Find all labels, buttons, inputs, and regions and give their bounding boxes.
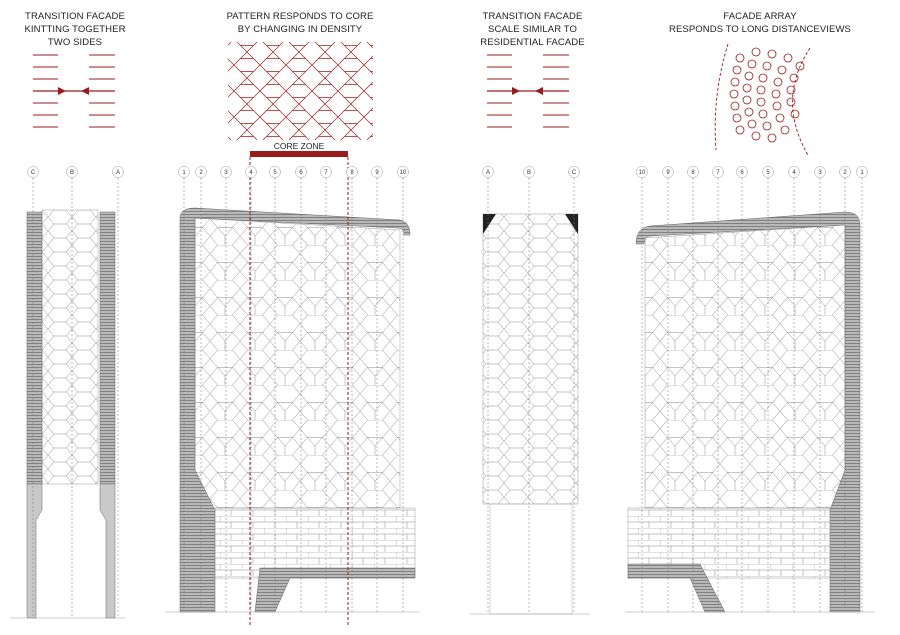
elevation-4-pattern [645, 225, 845, 508]
grid-label-e4-7: 7 [716, 170, 720, 176]
caption-line: TWO SIDES [47, 37, 103, 48]
grid-label-e2-6: 6 [299, 170, 303, 176]
grid-label-e1-B: B [69, 170, 75, 176]
grid-label-e2-2: 2 [199, 170, 203, 176]
grid-label-e4-6: 6 [740, 170, 744, 176]
grid-label-e2-4: 4 [249, 170, 253, 176]
grid-label-e4-9: 9 [666, 170, 670, 176]
caption-line: TRANSITION FACADE [25, 11, 125, 22]
elevation-1 [10, 210, 125, 618]
caption-line: TRANSITION FACADE [482, 11, 583, 22]
grid-label-e2-9: 9 [375, 170, 379, 176]
caption-line: RESIDENTIAL FACADE [480, 37, 585, 48]
grid-label-e4-5: 5 [766, 170, 770, 176]
diagram-knit-lines-1 [33, 55, 115, 127]
arrow-right-icon [512, 87, 520, 95]
elevation-3-pattern [483, 214, 578, 504]
diagram-red-pattern [228, 42, 373, 140]
grid-label-e4-3: 3 [818, 170, 822, 176]
grid-label-e4-2: 2 [843, 170, 847, 176]
elevation-2 [165, 208, 420, 612]
grid-label-e3-C: C [571, 170, 577, 176]
elevation-3-base [490, 504, 572, 614]
caption-line: FACADE ARRAY [723, 11, 797, 22]
grid-label-e4-8: 8 [691, 170, 695, 176]
grid-label-e2-7: 7 [324, 170, 328, 176]
elevation-2-base-brick [215, 508, 415, 578]
arrow-right-icon [58, 87, 66, 95]
elevation-1-left-band [27, 212, 42, 484]
grid-label-e1-C: C [30, 170, 36, 176]
grid-label-e2-5: 5 [273, 170, 277, 176]
grid-label-e1-A: A [115, 170, 121, 176]
arrow-left-icon [81, 87, 89, 95]
elevation-4 [625, 212, 875, 612]
arrow-left-icon [535, 87, 543, 95]
elevation-1-right-base [100, 484, 115, 618]
core-zone-bar [250, 151, 348, 157]
elevation-2-base-hatch [255, 568, 415, 612]
diagram-knit-lines-2 [487, 55, 569, 127]
grid-label-e4-1: 1 [860, 170, 864, 176]
elevation-1-left-base [27, 484, 42, 618]
grid-label-e2-10: 10 [399, 170, 407, 176]
caption-line: RESPONDS TO LONG DISTANCEVIEWS [669, 24, 851, 35]
caption-line: BY CHANGING IN DENSITY [237, 24, 363, 35]
diagram-facade-array [715, 44, 810, 155]
caption-line: PATTERN RESPONDS TO CORE [226, 11, 374, 22]
grid-label-e2-3: 3 [224, 170, 228, 176]
grid-label-e2-8: 8 [350, 170, 354, 176]
grid-label-e2-1: 1 [182, 170, 186, 176]
elevation-1-pattern [42, 210, 98, 484]
caption-line: KINTTING TOGETHER [24, 24, 126, 35]
core-zone-label: CORE ZONE [273, 141, 325, 151]
grid-label-e3-A: A [485, 170, 491, 176]
grid-label-e4-4: 4 [792, 170, 796, 176]
caption-line: SCALE SIMILAR TO [488, 24, 577, 35]
grid-label-e3-B: B [526, 170, 532, 176]
elevation-1-right-band [100, 212, 115, 484]
grid-label-e4-10: 10 [638, 170, 646, 176]
